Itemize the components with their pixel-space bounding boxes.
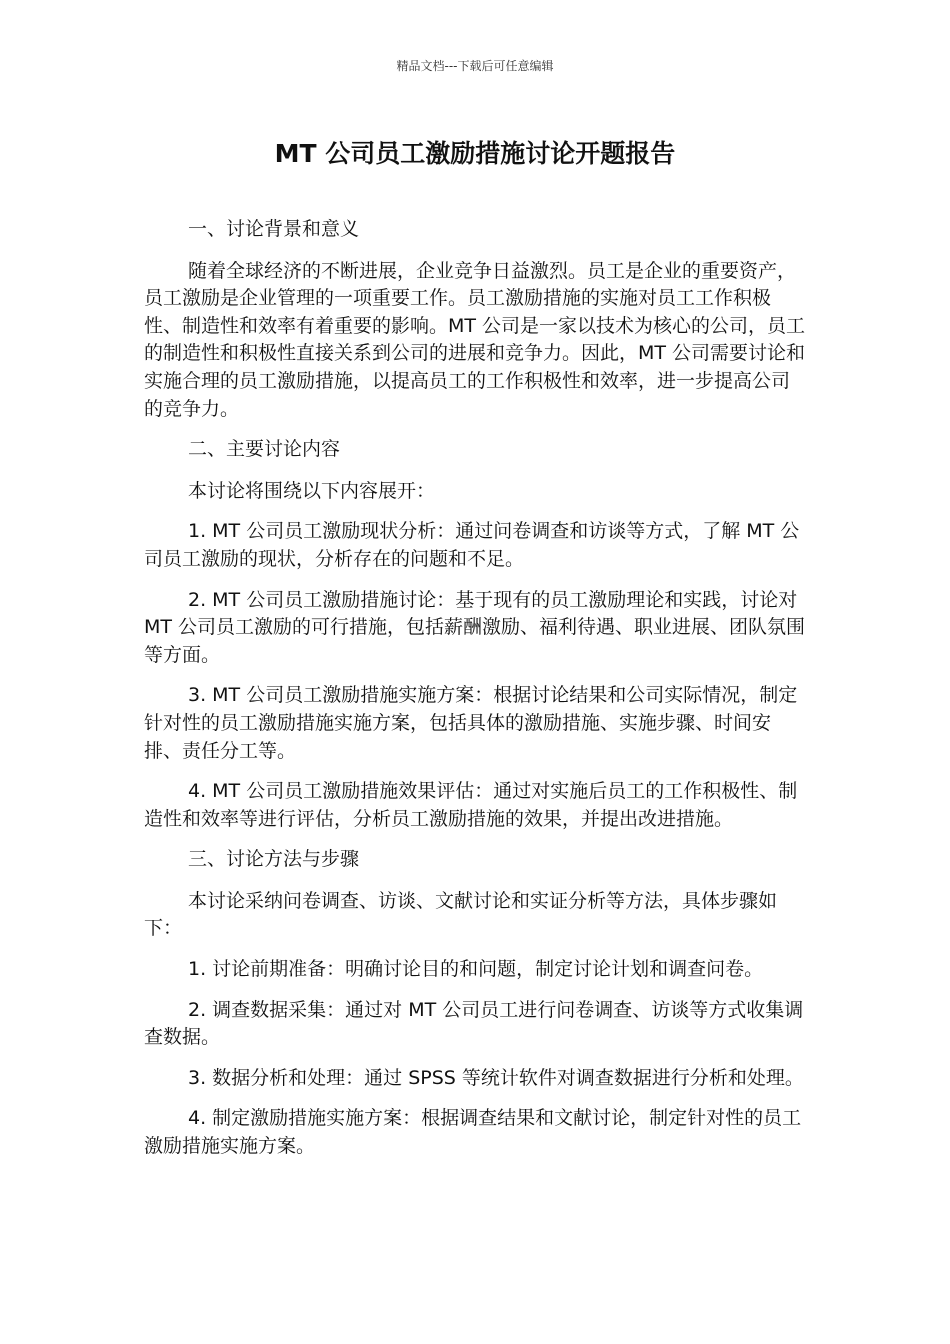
paragraph: 随着全球经济的不断进展，企业竞争日益激烈。员工是企业的重要资产，员工激励是企业管理的一项重要工作。员工激励措施的实施对员工工作积极性、制造性和效率有着重要的影响。MT 公司是一家以技术为核心的公司，员工的制造性和积极性直接关系到公司的进展和竞争力。因此，MT 公司需要讨论和实施合理的员工激励措施，以提高员工的工作积极性和效率，进一步提高公司的竞争力。	[144, 259, 806, 420]
list-item: 4. 制定激励措施实施方案：根据调查结果和文献讨论，制定针对性的员工激励措施实施方案。	[144, 1107, 802, 1158]
list-item: 4. MT 公司员工激励措施效果评估：通过对实施后员工的工作积极性、制造性和效率等进行评估，分析员工激励措施的效果，并提出改进措施。	[144, 780, 798, 830]
list-item: 2. MT 公司员工激励措施讨论：基于现有的员工激励理论和实践，讨论对 MT 公司员工激励的可行措施，包括薪酬激励、福利待遇、职业进展、团队氛围等方面。	[144, 588, 806, 666]
list-item: 2. 调查数据采集：通过对 MT 公司员工进行问卷调查、访谈等方式收集调查数据。	[144, 998, 804, 1049]
paragraph: 本讨论采纳问卷调查、访谈、文献讨论和实证分析等方法，具体步骤如下：	[144, 889, 778, 940]
list-item: 1. 讨论前期准备：明确讨论目的和问题，制定讨论计划和调查问卷。	[188, 958, 764, 981]
section-heading-methods: 三、讨论方法与步骤	[188, 848, 360, 871]
list-item: 1. MT 公司员工激励现状分析：通过问卷调查和访谈等方式，了解 MT 公司员工激励的现状，分析存在的问题和不足。	[144, 520, 800, 570]
paragraph: 本讨论将围绕以下内容展开：	[188, 479, 436, 502]
section-heading-content: 二、主要讨论内容	[188, 438, 341, 461]
list-item: 3. MT 公司员工激励措施实施方案：根据讨论结果和公司实际情况，制定针对性的员工激励措施实施方案，包括具体的激励措施、实施步骤、时间安排、责任分工等。	[144, 684, 798, 762]
page-header: 精品文档---下载后可任意编辑	[396, 59, 554, 73]
document-body	[144, 216, 808, 1174]
document-title: MT 公司员工激励措施讨论开题报告	[274, 139, 676, 168]
section-heading-background: 一、讨论背景和意义	[188, 218, 360, 240]
list-item: 3. 数据分析和处理：通过 SPSS 等统计软件对调查数据进行分析和处理。	[188, 1066, 804, 1089]
